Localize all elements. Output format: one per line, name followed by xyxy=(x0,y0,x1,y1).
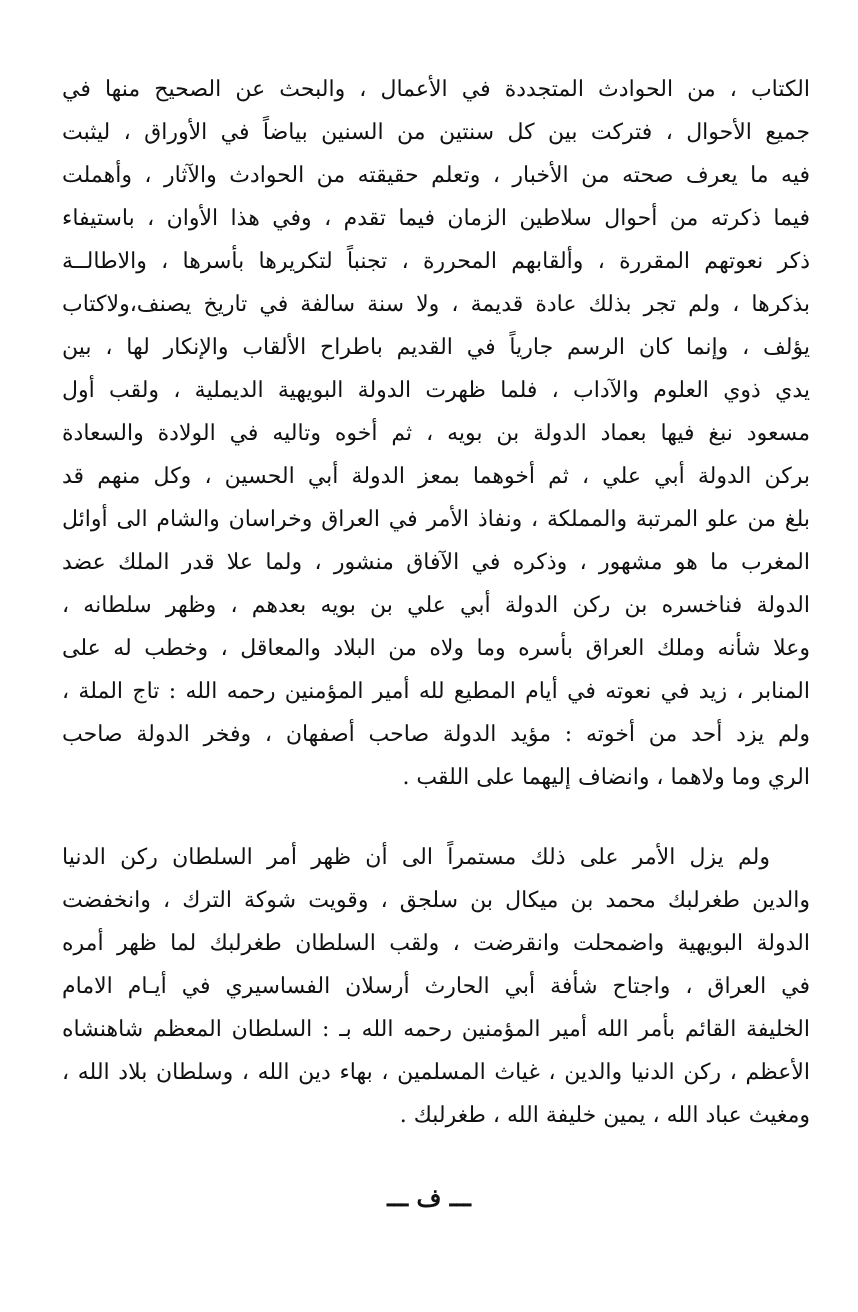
text-line: بركن الدولة أبي علي ، ثم أخوهما بمعز الدولة أبي الحسين ، وكل منهم قد xyxy=(62,464,810,489)
text-line: الأعظم ، ركن الدنيا والدين ، غياث المسلمين ، بهاء دين الله ، وسلطان بلاد الله ، xyxy=(62,1060,810,1085)
paragraph-1 xyxy=(62,68,810,799)
text-line: الكتاب ، من الحوادث المتجددة في الأعمال ، والبحث عن الصحيح منها في xyxy=(62,77,810,102)
text-line: بلغ من علو المرتبة والمملكة ، ونفاذ الأمر في العراق وخراسان والشام الى أوائل xyxy=(62,507,810,532)
text-line: جميع الأحوال ، فتركت بين كل سنتين من السنين بياضاً في الأوراق ، ليثبت xyxy=(62,120,810,145)
text-line: الدولة البويهية واضمحلت وانقرضت ، ولقب السلطان طغرلبك لما ظهر أمره xyxy=(62,931,810,956)
text-line: مسعود نبغ فيها بعماد الدولة بن بويه ، ثم أخوه وتاليه في الولادة والسعادة xyxy=(62,421,810,446)
text-line: ذكر نعوتهم المقررة ، وألقابهم المحررة ، تجنباً لتكريرها بأسرها ، والاطالــة xyxy=(62,249,810,274)
text-line: فيما ذكرته من أحوال سلاطين الزمان فيما تقدم ، وفي هذا الأوان ، باستيفاء xyxy=(62,206,810,231)
text-line: الري وما ولاهما ، وانضاف إليهما على اللقب . xyxy=(402,765,810,790)
text-line: ولم يزل الأمر على ذلك مستمراً الى أن ظهر أمر السلطان ركن الدنيا xyxy=(62,845,770,870)
text-line: بذكرها ، ولم تجر بذلك عادة قديمة ، ولا سنة سالفة في تاريخ يصنف،ولاكتاب xyxy=(62,292,810,317)
text-line: يؤلف ، وإنما كان الرسم جارياً في القديم باطراح الألقاب والإنكار لها ، بين xyxy=(62,335,810,360)
text-line: يدي ذوي العلوم والآداب ، فلما ظهرت الدولة البويهية الديملية ، ولقب أول xyxy=(62,378,810,403)
text-line: والدين طغرلبك محمد بن ميكال بن سلجق ، وقويت شوكة الترك ، وانخفضت xyxy=(62,888,810,913)
text-line: المنابر ، زيد في نعوته في أيام المطيع لله أمير المؤمنين رحمه الله : تاج الملة ، xyxy=(62,679,810,704)
text-line: الخليفة القائم بأمر الله أمير المؤمنين رحمه الله بـ : السلطان المعظم شاهنشاه xyxy=(62,1017,810,1042)
paragraph-2 xyxy=(62,836,810,1137)
text-line: ومغيث عباد الله ، يمين خليفة الله ، طغرلبك . xyxy=(399,1103,810,1128)
text-line: فيه ما يعرف صحته من الأخبار ، وتعلم حقيقته من الحوادث والآثار ، وأهملت xyxy=(62,163,810,188)
text-line: الدولة فناخسره بن ركن الدولة أبي علي بن بويه بعدهم ، وظهر سلطانه ، xyxy=(62,593,810,618)
text-line: وعلا شأنه وملك العراق بأسره وما ولاه من البلاد والمعاقل ، وخطب له على xyxy=(62,636,810,661)
text-line: ولم يزد أحد من أخوته : مؤيد الدولة صاحب أصفهان ، وفخر الدولة صاحب xyxy=(62,722,810,747)
text-line: في العراق ، واجتاح شأفة أبي الحارث أرسلان الفساسيري في أيـام الامام xyxy=(62,974,810,999)
page-number: ـــ ف ـــ xyxy=(387,1183,471,1212)
text-line: المغرب ما هو مشهور ، وذكره في الآفاق منشور ، ولما علا قدر الملك عضد xyxy=(62,550,810,575)
